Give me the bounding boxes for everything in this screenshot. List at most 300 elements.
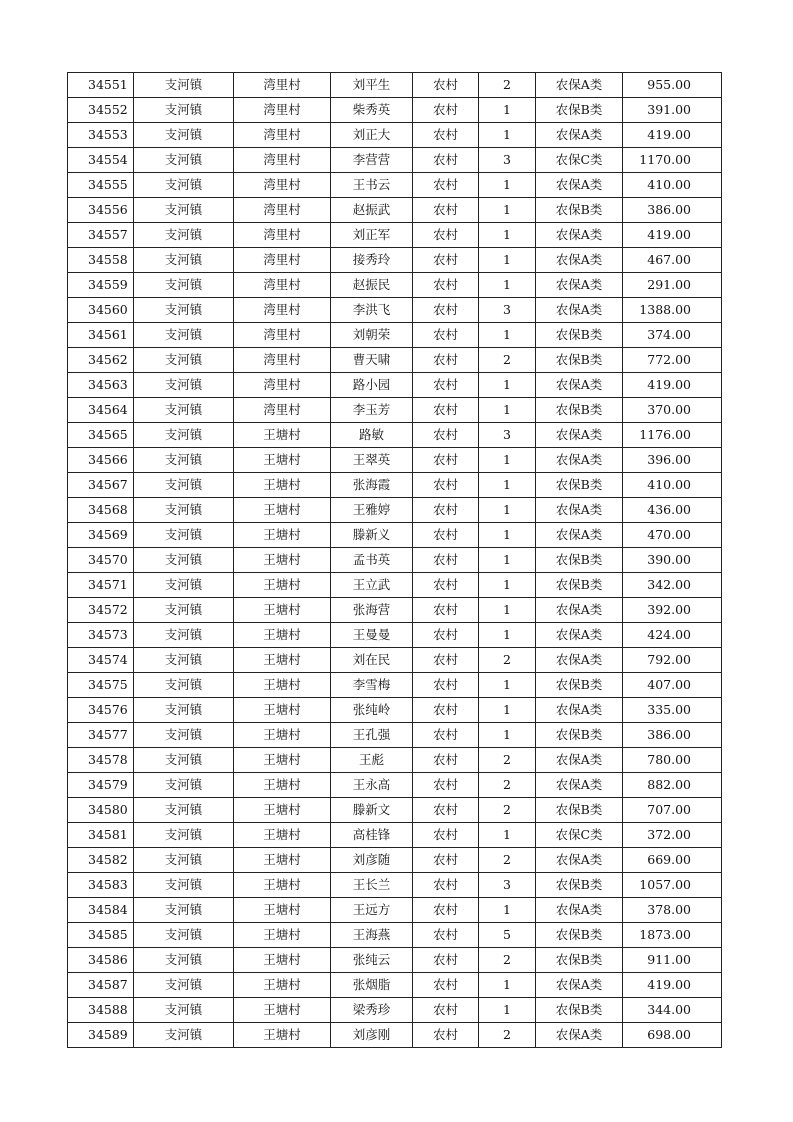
cell-name: 王永高 (331, 773, 413, 798)
cell-name: 柴秀英 (331, 98, 413, 123)
cell-count: 1 (479, 673, 536, 698)
cell-village: 王塘村 (234, 448, 331, 473)
cell-record-id: 34561 (68, 323, 134, 348)
cell-town: 支河镇 (134, 598, 234, 623)
cell-amount: 410.00 (623, 173, 722, 198)
cell-area-type: 农村 (413, 398, 479, 423)
cell-record-id: 34584 (68, 898, 134, 923)
cell-amount: 1057.00 (623, 873, 722, 898)
cell-area-type: 农村 (413, 173, 479, 198)
table-row (68, 548, 722, 573)
cell-town: 支河镇 (134, 498, 234, 523)
cell-category: 农保A类 (536, 498, 623, 523)
cell-record-id: 34577 (68, 723, 134, 748)
cell-amount: 911.00 (623, 948, 722, 973)
cell-name: 王长兰 (331, 873, 413, 898)
table-row (68, 623, 722, 648)
cell-area-type: 农村 (413, 973, 479, 998)
cell-category: 农保A类 (536, 448, 623, 473)
cell-count: 3 (479, 298, 536, 323)
cell-category: 农保C类 (536, 823, 623, 848)
cell-count: 1 (479, 998, 536, 1023)
cell-count: 1 (479, 898, 536, 923)
cell-category: 农保A类 (536, 898, 623, 923)
cell-amount: 792.00 (623, 648, 722, 673)
cell-town: 支河镇 (134, 673, 234, 698)
cell-category: 农保B类 (536, 198, 623, 223)
cell-town: 支河镇 (134, 773, 234, 798)
cell-category: 农保A类 (536, 648, 623, 673)
cell-village: 王塘村 (234, 998, 331, 1023)
cell-area-type: 农村 (413, 223, 479, 248)
cell-count: 1 (479, 548, 536, 573)
cell-town: 支河镇 (134, 848, 234, 873)
cell-amount: 780.00 (623, 748, 722, 773)
cell-name: 曹天啸 (331, 348, 413, 373)
cell-category: 农保B类 (536, 573, 623, 598)
cell-name: 赵振武 (331, 198, 413, 223)
table-row (68, 848, 722, 873)
cell-count: 2 (479, 948, 536, 973)
cell-category: 农保B类 (536, 473, 623, 498)
cell-record-id: 34583 (68, 873, 134, 898)
table-row (68, 873, 722, 898)
cell-name: 王书云 (331, 173, 413, 198)
table-row (68, 998, 722, 1023)
cell-count: 2 (479, 1023, 536, 1048)
cell-name: 路敏 (331, 423, 413, 448)
cell-amount: 882.00 (623, 773, 722, 798)
cell-amount: 669.00 (623, 848, 722, 873)
cell-record-id: 34558 (68, 248, 134, 273)
cell-category: 农保A类 (536, 623, 623, 648)
cell-area-type: 农村 (413, 473, 479, 498)
cell-amount: 698.00 (623, 1023, 722, 1048)
table-row (68, 948, 722, 973)
table-row (68, 573, 722, 598)
cell-amount: 396.00 (623, 448, 722, 473)
cell-area-type: 农村 (413, 773, 479, 798)
cell-amount: 707.00 (623, 798, 722, 823)
cell-town: 支河镇 (134, 1023, 234, 1048)
cell-village: 王塘村 (234, 473, 331, 498)
cell-town: 支河镇 (134, 873, 234, 898)
cell-count: 1 (479, 623, 536, 648)
cell-count: 1 (479, 698, 536, 723)
cell-area-type: 农村 (413, 373, 479, 398)
cell-village: 王塘村 (234, 748, 331, 773)
cell-record-id: 34587 (68, 973, 134, 998)
cell-name: 张烟脂 (331, 973, 413, 998)
cell-category: 农保B类 (536, 548, 623, 573)
cell-category: 农保B类 (536, 398, 623, 423)
table-row (68, 123, 722, 148)
cell-village: 湾里村 (234, 223, 331, 248)
cell-town: 支河镇 (134, 173, 234, 198)
cell-amount: 372.00 (623, 823, 722, 848)
cell-record-id: 34565 (68, 423, 134, 448)
cell-record-id: 34568 (68, 498, 134, 523)
cell-category: 农保A类 (536, 248, 623, 273)
cell-area-type: 农村 (413, 198, 479, 223)
table-row (68, 1023, 722, 1048)
cell-area-type: 农村 (413, 698, 479, 723)
cell-category: 农保B类 (536, 923, 623, 948)
cell-count: 1 (479, 523, 536, 548)
cell-category: 农保B类 (536, 348, 623, 373)
cell-amount: 390.00 (623, 548, 722, 573)
table-row (68, 673, 722, 698)
cell-category: 农保B类 (536, 98, 623, 123)
cell-village: 湾里村 (234, 73, 331, 98)
cell-town: 支河镇 (134, 398, 234, 423)
cell-area-type: 农村 (413, 923, 479, 948)
cell-record-id: 34559 (68, 273, 134, 298)
cell-village: 王塘村 (234, 1023, 331, 1048)
cell-amount: 436.00 (623, 498, 722, 523)
cell-record-id: 34553 (68, 123, 134, 148)
cell-category: 农保A类 (536, 598, 623, 623)
cell-amount: 955.00 (623, 73, 722, 98)
cell-record-id: 34551 (68, 73, 134, 98)
cell-village: 王塘村 (234, 523, 331, 548)
cell-name: 高桂锋 (331, 823, 413, 848)
cell-name: 王雅婷 (331, 498, 413, 523)
cell-amount: 391.00 (623, 98, 722, 123)
table-row (68, 323, 722, 348)
data-table (67, 72, 722, 1048)
table-row (68, 798, 722, 823)
cell-amount: 386.00 (623, 723, 722, 748)
cell-village: 王塘村 (234, 698, 331, 723)
cell-record-id: 34581 (68, 823, 134, 848)
table-row (68, 248, 722, 273)
cell-amount: 772.00 (623, 348, 722, 373)
cell-village: 王塘村 (234, 623, 331, 648)
cell-area-type: 农村 (413, 123, 479, 148)
cell-count: 1 (479, 473, 536, 498)
cell-area-type: 农村 (413, 273, 479, 298)
cell-record-id: 34571 (68, 573, 134, 598)
cell-town: 支河镇 (134, 348, 234, 373)
cell-town: 支河镇 (134, 623, 234, 648)
cell-area-type: 农村 (413, 848, 479, 873)
cell-town: 支河镇 (134, 898, 234, 923)
cell-name: 孟书英 (331, 548, 413, 573)
cell-area-type: 农村 (413, 423, 479, 448)
cell-town: 支河镇 (134, 198, 234, 223)
cell-village: 王塘村 (234, 723, 331, 748)
cell-town: 支河镇 (134, 123, 234, 148)
cell-amount: 1873.00 (623, 923, 722, 948)
table-row (68, 498, 722, 523)
cell-area-type: 农村 (413, 248, 479, 273)
cell-area-type: 农村 (413, 148, 479, 173)
cell-area-type: 农村 (413, 448, 479, 473)
cell-name: 李营营 (331, 148, 413, 173)
table-row (68, 223, 722, 248)
cell-town: 支河镇 (134, 823, 234, 848)
cell-town: 支河镇 (134, 798, 234, 823)
cell-count: 2 (479, 773, 536, 798)
cell-record-id: 34556 (68, 198, 134, 223)
cell-town: 支河镇 (134, 73, 234, 98)
table-row (68, 348, 722, 373)
cell-count: 3 (479, 423, 536, 448)
cell-amount: 419.00 (623, 123, 722, 148)
cell-category: 农保A类 (536, 298, 623, 323)
cell-count: 1 (479, 398, 536, 423)
cell-record-id: 34564 (68, 398, 134, 423)
cell-town: 支河镇 (134, 473, 234, 498)
cell-record-id: 34578 (68, 748, 134, 773)
cell-record-id: 34560 (68, 298, 134, 323)
table-row (68, 298, 722, 323)
cell-village: 王塘村 (234, 973, 331, 998)
cell-area-type: 农村 (413, 548, 479, 573)
cell-name: 张海霞 (331, 473, 413, 498)
cell-name: 刘平生 (331, 73, 413, 98)
cell-count: 1 (479, 223, 536, 248)
cell-village: 王塘村 (234, 823, 331, 848)
table-row (68, 748, 722, 773)
cell-name: 张纯云 (331, 948, 413, 973)
cell-village: 王塘村 (234, 673, 331, 698)
cell-town: 支河镇 (134, 923, 234, 948)
cell-record-id: 34573 (68, 623, 134, 648)
cell-amount: 419.00 (623, 223, 722, 248)
cell-name: 王远方 (331, 898, 413, 923)
cell-name: 张海营 (331, 598, 413, 623)
cell-village: 湾里村 (234, 298, 331, 323)
table-row (68, 198, 722, 223)
cell-town: 支河镇 (134, 523, 234, 548)
cell-count: 1 (479, 573, 536, 598)
cell-area-type: 农村 (413, 298, 479, 323)
cell-category: 农保C类 (536, 148, 623, 173)
cell-amount: 1170.00 (623, 148, 722, 173)
cell-category: 农保A类 (536, 123, 623, 148)
cell-count: 1 (479, 373, 536, 398)
cell-village: 王塘村 (234, 598, 331, 623)
cell-record-id: 34575 (68, 673, 134, 698)
cell-area-type: 农村 (413, 948, 479, 973)
cell-amount: 419.00 (623, 973, 722, 998)
cell-name: 刘朝荣 (331, 323, 413, 348)
table-row (68, 598, 722, 623)
cell-category: 农保A类 (536, 523, 623, 548)
cell-name: 王立武 (331, 573, 413, 598)
cell-town: 支河镇 (134, 273, 234, 298)
cell-name: 李洪飞 (331, 298, 413, 323)
table-row (68, 973, 722, 998)
cell-village: 王塘村 (234, 798, 331, 823)
cell-record-id: 34574 (68, 648, 134, 673)
cell-count: 2 (479, 648, 536, 673)
cell-name: 梁秀珍 (331, 998, 413, 1023)
cell-amount: 291.00 (623, 273, 722, 298)
cell-count: 1 (479, 823, 536, 848)
cell-name: 王海燕 (331, 923, 413, 948)
cell-count: 1 (479, 198, 536, 223)
cell-amount: 342.00 (623, 573, 722, 598)
cell-amount: 410.00 (623, 473, 722, 498)
cell-category: 农保A类 (536, 698, 623, 723)
cell-village: 湾里村 (234, 273, 331, 298)
cell-amount: 1176.00 (623, 423, 722, 448)
cell-town: 支河镇 (134, 323, 234, 348)
cell-name: 刘正军 (331, 223, 413, 248)
cell-name: 刘彦随 (331, 848, 413, 873)
cell-name: 李雪梅 (331, 673, 413, 698)
cell-category: 农保B类 (536, 873, 623, 898)
cell-category: 农保B类 (536, 673, 623, 698)
table-row (68, 448, 722, 473)
cell-amount: 407.00 (623, 673, 722, 698)
cell-name: 王孔强 (331, 723, 413, 748)
cell-area-type: 农村 (413, 723, 479, 748)
cell-town: 支河镇 (134, 948, 234, 973)
cell-area-type: 农村 (413, 573, 479, 598)
cell-town: 支河镇 (134, 98, 234, 123)
cell-record-id: 34569 (68, 523, 134, 548)
cell-name: 刘正大 (331, 123, 413, 148)
cell-town: 支河镇 (134, 548, 234, 573)
cell-area-type: 农村 (413, 673, 479, 698)
cell-village: 王塘村 (234, 873, 331, 898)
cell-town: 支河镇 (134, 298, 234, 323)
cell-name: 王曼曼 (331, 623, 413, 648)
cell-amount: 419.00 (623, 373, 722, 398)
cell-name: 王彪 (331, 748, 413, 773)
cell-area-type: 农村 (413, 98, 479, 123)
table-row (68, 923, 722, 948)
cell-area-type: 农村 (413, 523, 479, 548)
cell-category: 农保A类 (536, 173, 623, 198)
cell-village: 湾里村 (234, 248, 331, 273)
cell-amount: 467.00 (623, 248, 722, 273)
cell-town: 支河镇 (134, 573, 234, 598)
cell-count: 3 (479, 873, 536, 898)
cell-category: 农保B类 (536, 723, 623, 748)
cell-village: 王塘村 (234, 948, 331, 973)
cell-record-id: 34562 (68, 348, 134, 373)
cell-count: 1 (479, 173, 536, 198)
cell-category: 农保A类 (536, 373, 623, 398)
cell-count: 2 (479, 73, 536, 98)
cell-count: 5 (479, 923, 536, 948)
cell-town: 支河镇 (134, 373, 234, 398)
cell-village: 湾里村 (234, 323, 331, 348)
cell-amount: 335.00 (623, 698, 722, 723)
cell-category: 农保A类 (536, 1023, 623, 1048)
cell-village: 王塘村 (234, 423, 331, 448)
cell-category: 农保A类 (536, 423, 623, 448)
cell-name: 滕新义 (331, 523, 413, 548)
cell-village: 王塘村 (234, 648, 331, 673)
cell-record-id: 34572 (68, 598, 134, 623)
cell-village: 湾里村 (234, 373, 331, 398)
table-row (68, 648, 722, 673)
cell-record-id: 34582 (68, 848, 134, 873)
cell-area-type: 农村 (413, 998, 479, 1023)
cell-count: 1 (479, 323, 536, 348)
cell-village: 湾里村 (234, 173, 331, 198)
cell-area-type: 农村 (413, 598, 479, 623)
cell-amount: 370.00 (623, 398, 722, 423)
cell-record-id: 34585 (68, 923, 134, 948)
cell-record-id: 34555 (68, 173, 134, 198)
cell-name: 李玉芳 (331, 398, 413, 423)
cell-amount: 378.00 (623, 898, 722, 923)
cell-amount: 1388.00 (623, 298, 722, 323)
cell-count: 1 (479, 98, 536, 123)
table-row (68, 723, 722, 748)
cell-village: 湾里村 (234, 398, 331, 423)
cell-town: 支河镇 (134, 423, 234, 448)
table-row (68, 473, 722, 498)
cell-count: 1 (479, 498, 536, 523)
cell-village: 湾里村 (234, 348, 331, 373)
cell-amount: 374.00 (623, 323, 722, 348)
cell-amount: 470.00 (623, 523, 722, 548)
cell-record-id: 34576 (68, 698, 134, 723)
table-row (68, 273, 722, 298)
cell-count: 2 (479, 348, 536, 373)
cell-town: 支河镇 (134, 748, 234, 773)
cell-area-type: 农村 (413, 648, 479, 673)
cell-count: 3 (479, 148, 536, 173)
cell-record-id: 34589 (68, 1023, 134, 1048)
cell-amount: 386.00 (623, 198, 722, 223)
cell-count: 2 (479, 798, 536, 823)
cell-name: 路小园 (331, 373, 413, 398)
cell-village: 湾里村 (234, 148, 331, 173)
table-row (68, 423, 722, 448)
cell-town: 支河镇 (134, 148, 234, 173)
cell-village: 王塘村 (234, 898, 331, 923)
table-body (68, 73, 722, 1048)
cell-category: 农保A类 (536, 848, 623, 873)
cell-village: 王塘村 (234, 573, 331, 598)
cell-count: 1 (479, 123, 536, 148)
table-row (68, 398, 722, 423)
cell-category: 农保B类 (536, 948, 623, 973)
cell-category: 农保A类 (536, 223, 623, 248)
cell-area-type: 农村 (413, 798, 479, 823)
cell-area-type: 农村 (413, 323, 479, 348)
cell-name: 接秀玲 (331, 248, 413, 273)
cell-area-type: 农村 (413, 873, 479, 898)
cell-village: 湾里村 (234, 123, 331, 148)
cell-record-id: 34567 (68, 473, 134, 498)
cell-area-type: 农村 (413, 498, 479, 523)
cell-name: 滕新文 (331, 798, 413, 823)
cell-record-id: 34557 (68, 223, 134, 248)
table-row (68, 773, 722, 798)
cell-amount: 424.00 (623, 623, 722, 648)
cell-town: 支河镇 (134, 223, 234, 248)
cell-category: 农保A类 (536, 273, 623, 298)
cell-record-id: 34579 (68, 773, 134, 798)
cell-name: 张纯岭 (331, 698, 413, 723)
cell-category: 农保B类 (536, 323, 623, 348)
cell-record-id: 34570 (68, 548, 134, 573)
cell-town: 支河镇 (134, 248, 234, 273)
cell-record-id: 34554 (68, 148, 134, 173)
cell-village: 王塘村 (234, 773, 331, 798)
cell-amount: 392.00 (623, 598, 722, 623)
